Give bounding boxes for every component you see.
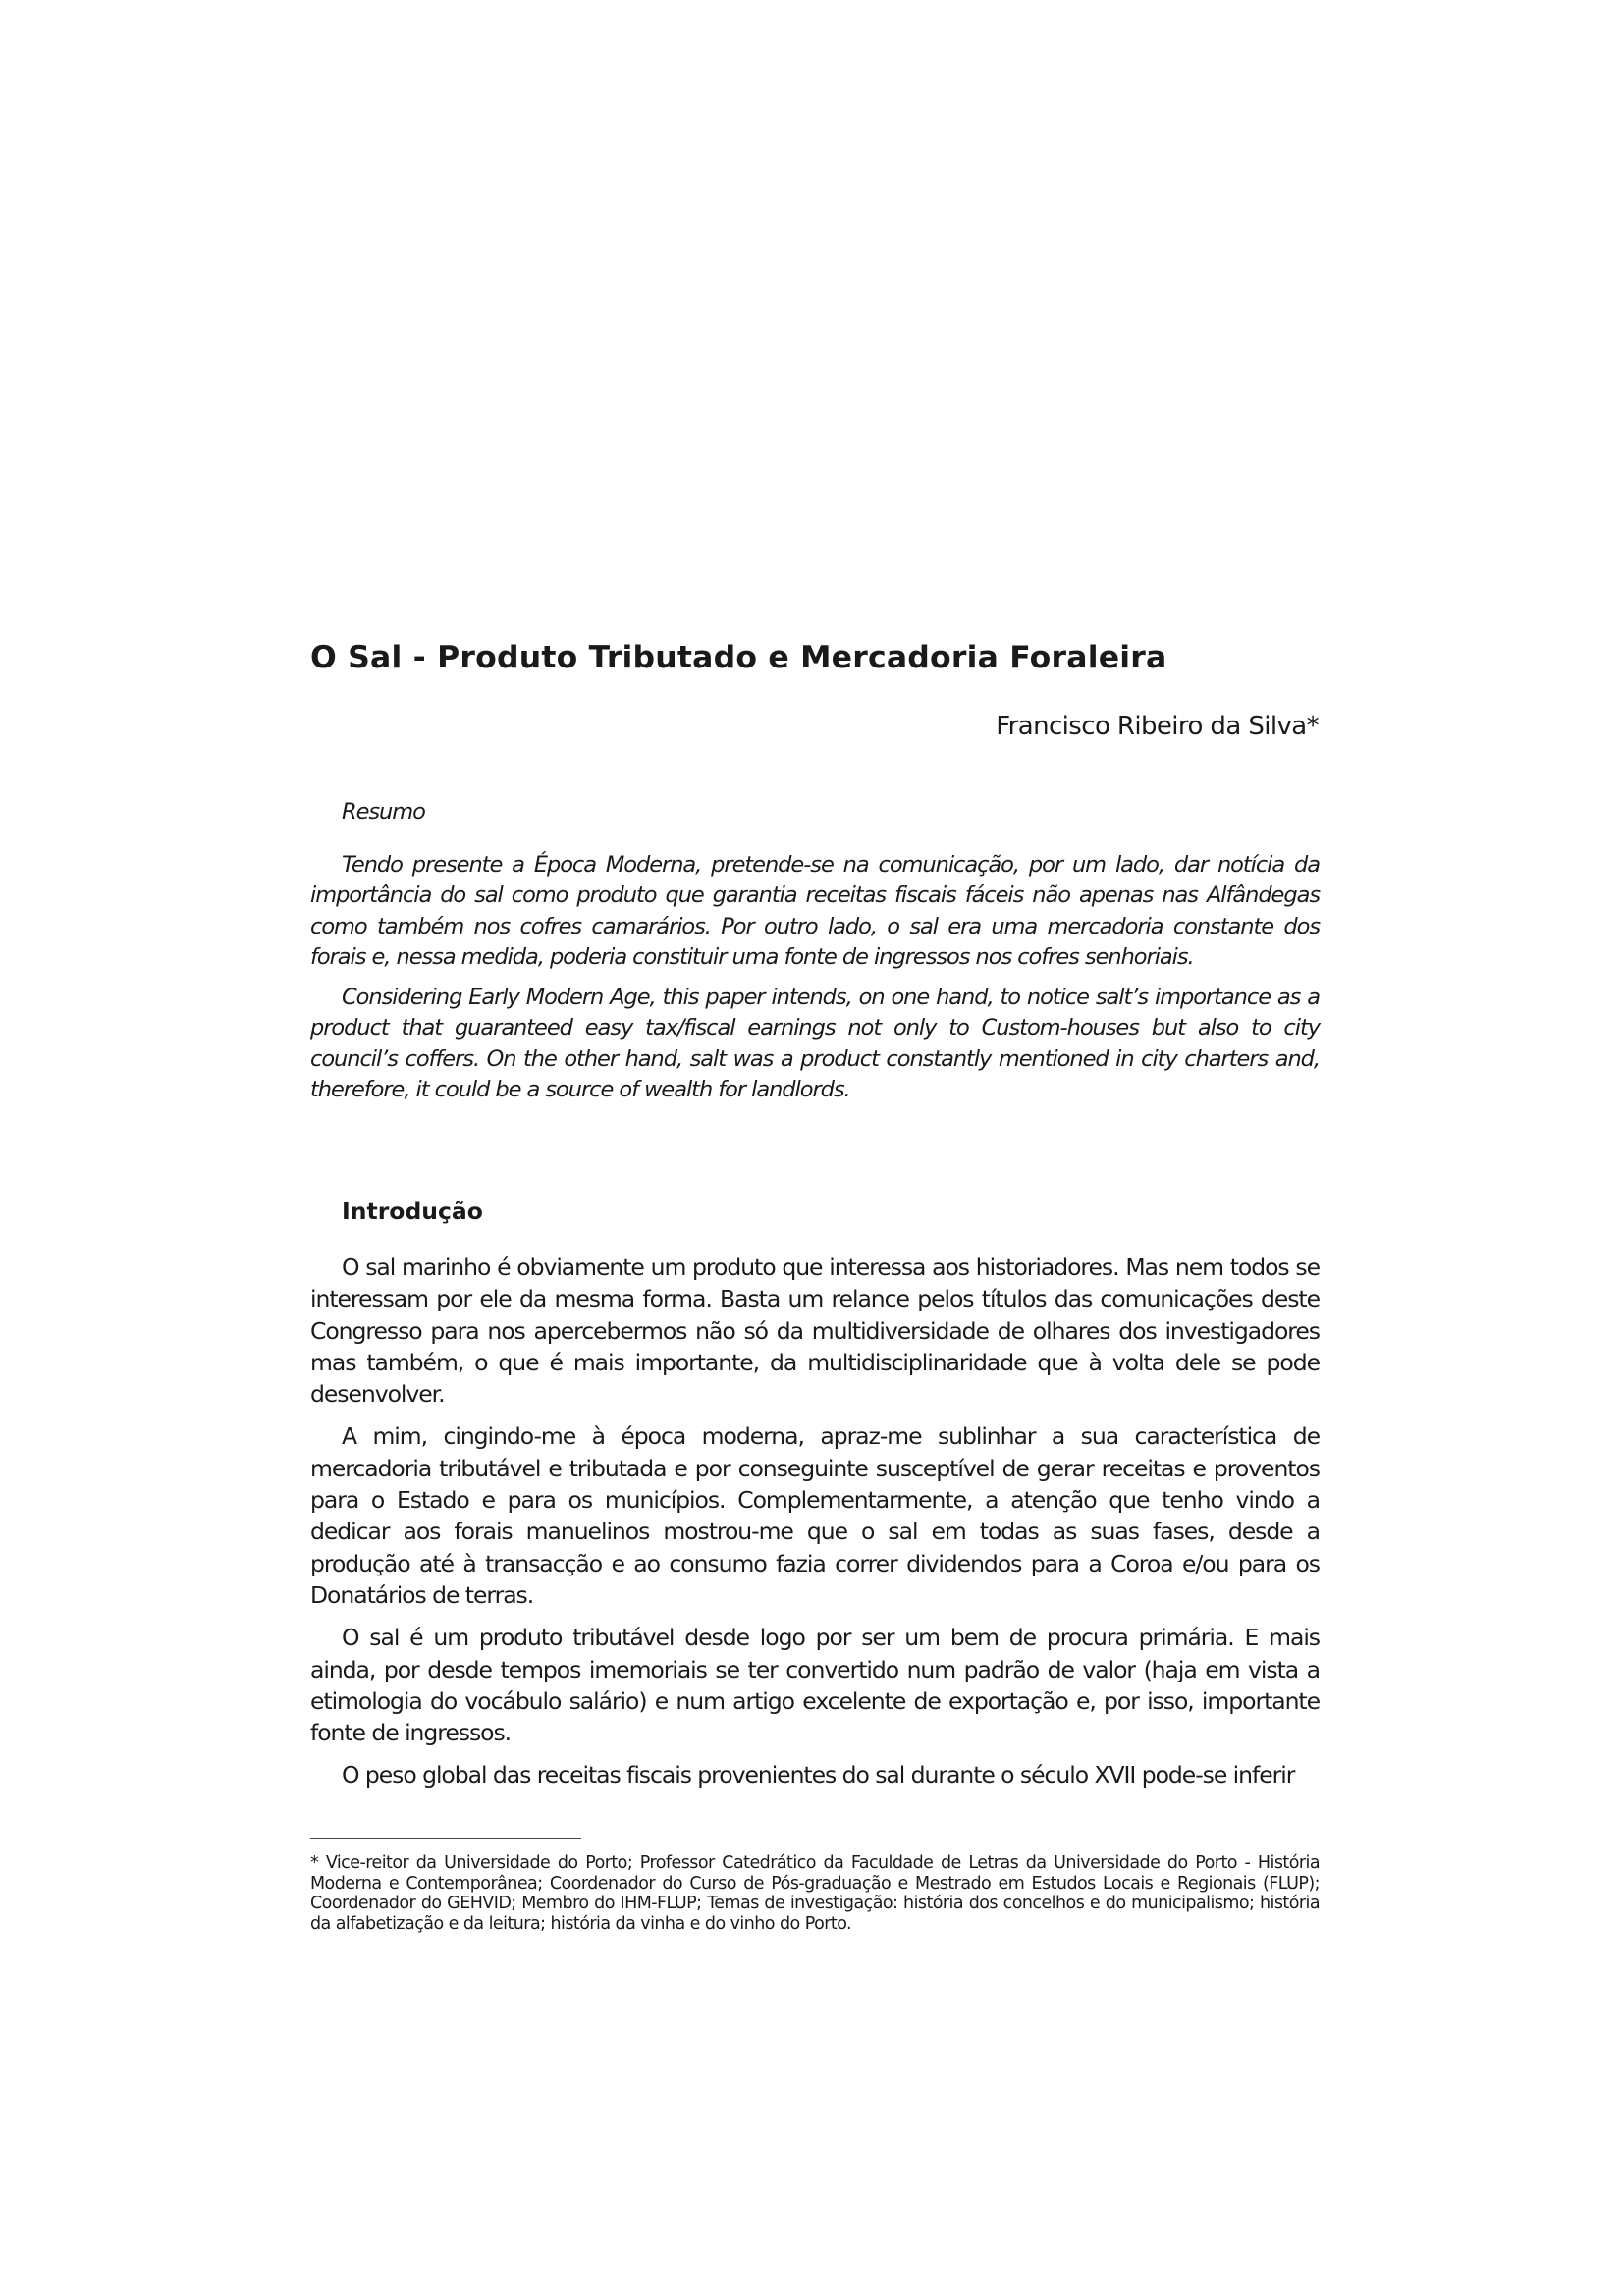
body-paragraph: O sal é um produto tributável desde logo por ser um bem de procura primária. E mais ainda, por desde tempos imemoriais se ter convertido num padrão de valor (haja em vista a etimologia do vocábulo salário) e num artigo excelente de exportação e, por isso, importante fonte de ingressos. xyxy=(310,1624,1320,1747)
abstract-paragraph-pt: Tendo presente a Época Moderna, pretende-se na comunicação, por um lado, dar notícia da importância do sal como produto que garantia receitas fiscais fáceis não apenas nas Alfândegas como também nos cofres camarários. Por outro lado, o sal era uma mercadoria constante dos forais e, nessa medida, poderia constituir uma fonte de ingressos nos cofres senhoriais. xyxy=(310,851,1320,970)
body-paragraph: A mim, cingindo-me à época moderna, apraz-me sublinhar a sua característica de mercadoria tributável e tributada e por conseguinte susceptível de gerar receitas e proventos para o Estado e para os municípios. Complementarmente, a atenção que tenho vindo a dedicar aos forais manuelinos mostrou-me que o sal em todas as suas fases, desde a produção até à transacção e ao consumo fazia correr dividendos para a Coroa e/ou para os Donatários de terras. xyxy=(310,1422,1320,1609)
article-author: Francisco Ribeiro da Silva* xyxy=(996,712,1319,741)
body-paragraph: O sal marinho é obviamente um produto que interessa aos historiadores. Mas nem todos se interessam por ele da mesma forma. Basta um relance pelos títulos das comunicações deste Congresso para nos apercebermos não só da multidiversidade de olhares dos investigadores mas também, o que é mais importante, da multidisciplinaridade que à volta dele se pode desenvolver. xyxy=(310,1254,1320,1409)
section-heading-introduction: Introdução xyxy=(342,1198,483,1225)
body-paragraph: O peso global das receitas fiscais provenientes do sal durante o século XVII pode-se inferir xyxy=(342,1761,1295,1789)
footnote-divider xyxy=(310,1838,581,1839)
abstract-label: Resumo xyxy=(342,799,425,825)
abstract-section xyxy=(310,797,1320,1115)
introduction-body xyxy=(310,1252,1320,1802)
article-title: O Sal - Produto Tributado e Mercadoria Foraleira xyxy=(310,640,1167,675)
abstract-paragraph-en: Considering Early Modern Age, this paper intends, on one hand, to notice salt’s importance as a product that guaranteed easy tax/fiscal earnings not only to Custom-houses but also to city council’s coffers. On the other hand, salt was a product constantly mentioned in city charters and, therefore, it could be a source of wealth for landlords. xyxy=(310,984,1320,1102)
footnote-author-affiliation: * Vice-reitor da Universidade do Porto; Professor Catedrático da Faculdade de Letras da Universidade do Porto - História Moderna e Contemporânea; Coordenador do Curso de Pós-graduação e Mestrado em Estudos Locais e Regionais (FLUP); Coordenador do GEHVID; Membro do IHM-FLUP; Temas de investigação: história dos concelhos e do municipalismo; história da alfabetização e da leitura; história da vinha e do vinho do Porto. xyxy=(310,1853,1320,1934)
